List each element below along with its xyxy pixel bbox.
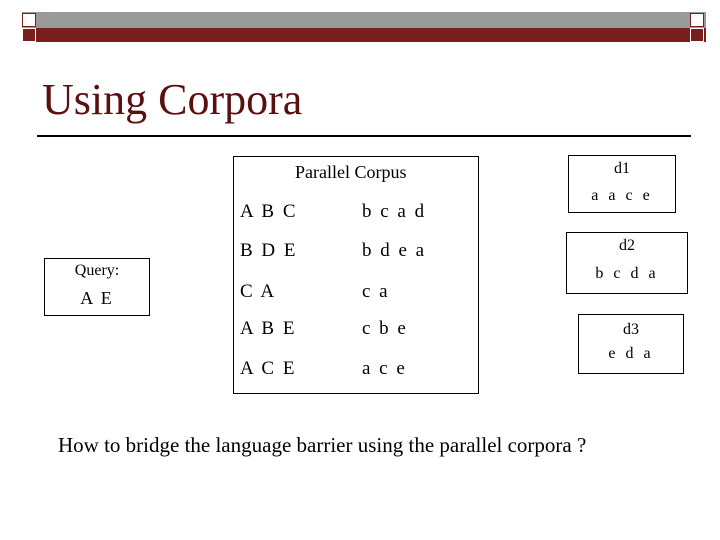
header-grey-stripe: [22, 12, 706, 28]
corpus-source-sentence: A B C: [240, 201, 298, 222]
corpus-target-sentence: c b e: [362, 318, 408, 339]
document-id: d1: [614, 160, 630, 177]
document-box: [578, 314, 684, 374]
query-value: A E: [80, 288, 114, 308]
header-square-icon: [22, 13, 36, 27]
corpus-target-sentence: b d e a: [362, 240, 427, 261]
corpus-source-sentence: A B E: [240, 318, 297, 339]
slide-title: Using Corpora: [42, 75, 303, 124]
corpus-target-sentence: c a: [362, 281, 390, 302]
header-square-icon: [22, 28, 36, 42]
header-square-icon: [690, 13, 704, 27]
header-accent-stripe: [22, 28, 706, 42]
document-text: e d a: [608, 345, 654, 362]
header-square-icon: [690, 28, 704, 42]
corpus-source-sentence: A C E: [240, 358, 297, 379]
query-label: Query:: [74, 262, 120, 279]
parallel-corpus-title: Parallel Corpus: [295, 162, 407, 182]
slide-caption: How to bridge the language barrier using the parallel corpora ?: [58, 433, 587, 457]
document-text: b c d a: [595, 265, 659, 282]
document-id: d2: [619, 237, 635, 254]
title-divider: [37, 135, 691, 137]
document-box: [566, 232, 688, 294]
corpus-source-sentence: B D E: [240, 240, 298, 261]
query-box: [44, 258, 150, 316]
document-id: d3: [623, 321, 639, 338]
corpus-source-sentence: C A: [240, 281, 277, 302]
document-box: [568, 155, 676, 213]
document-text: a a c e: [591, 187, 653, 204]
corpus-target-sentence: b c a d: [362, 201, 427, 222]
header-bar: [22, 12, 706, 44]
corpus-target-sentence: a c e: [362, 358, 407, 379]
